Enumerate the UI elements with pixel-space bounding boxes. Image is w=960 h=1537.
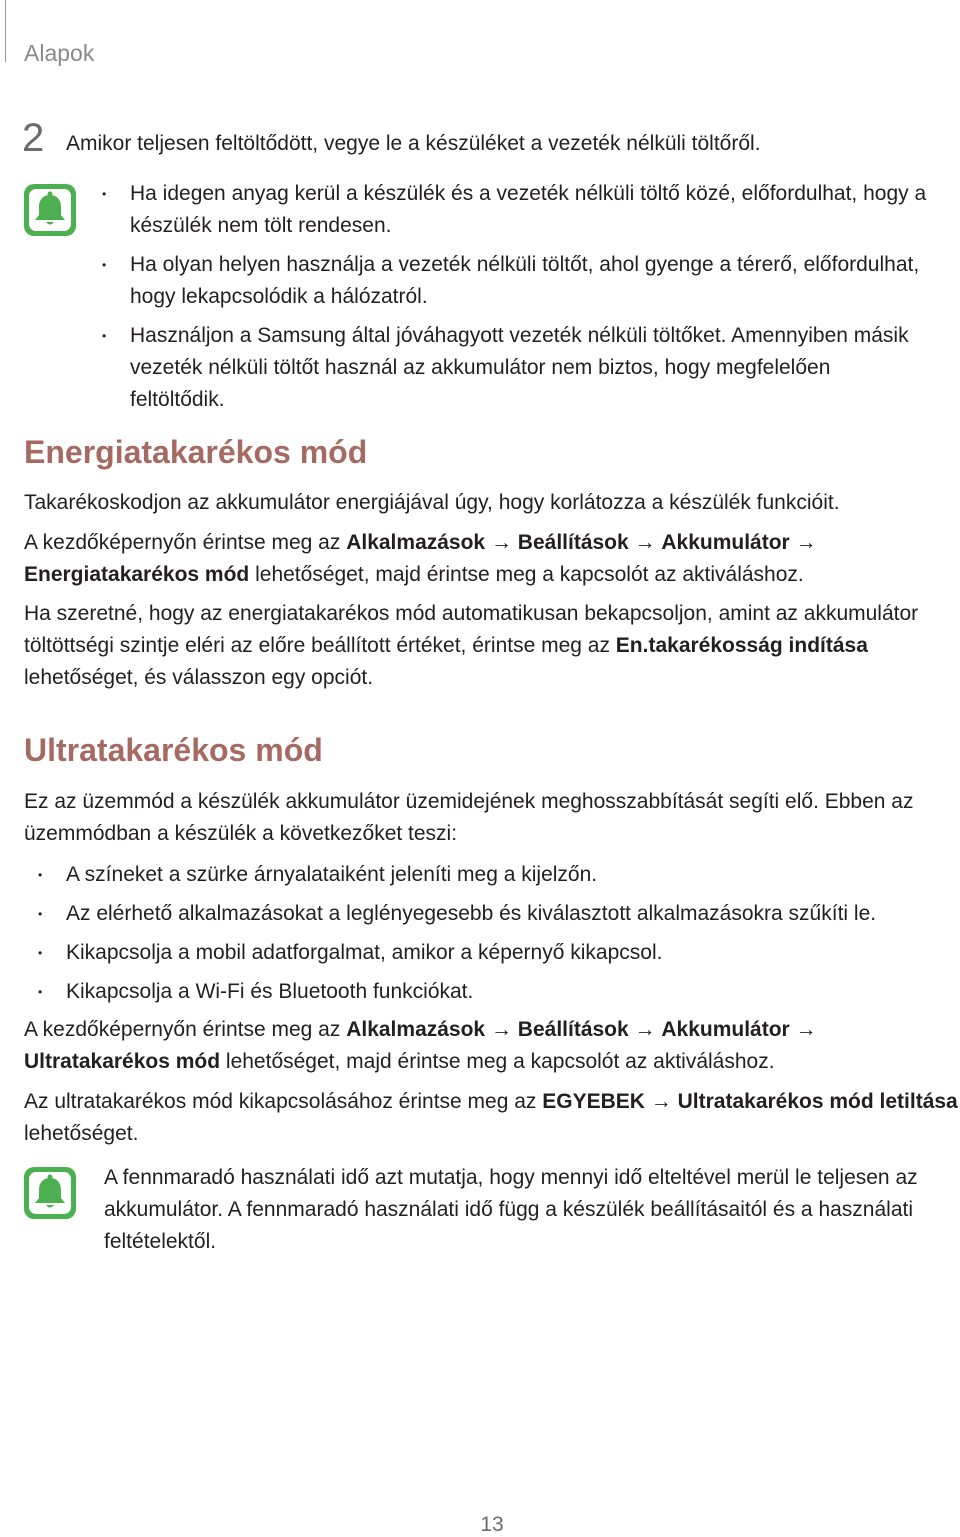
step-number: 2 <box>22 116 45 160</box>
energy-auto: Ha szeretné, hogy az energiatakarékos mód automatikusan bekapcsoljon, amint az akkumulátor töltöttségi szintje eléri az előre beállított értéket, érintse meg az En.takarékosság indítása lehetőséget, és válasszon egy opciót. <box>24 602 919 689</box>
ultra-disable: Az ultratakarékos mód kikapcsolásához érintse meg az EGYEBEK → Ultratakarékos mód letiltása lehetőséget. <box>24 1090 958 1145</box>
page-number: 13 <box>480 1513 504 1536</box>
margin-line <box>5 0 6 62</box>
energy-instructions: A kezdőképernyőn érintse meg az Alkalmazások → Beállítások → Akkumulátor → Energiatakarékos mód lehetőséget, majd érintse meg a kapcsolót az aktiváláshoz. <box>24 531 817 586</box>
note2-text: A fennmaradó használati idő azt mutatja, hogy mennyi idő elteltével merül le teljesen az akkumulátor. A fennmaradó használati idő függ a készülék beállításaitól és a használati feltételektől. <box>104 1166 918 1253</box>
bell-icon <box>24 1167 76 1219</box>
ultra-instructions: A kezdőképernyőn érintse meg az Alkalmazások → Beállítások → Akkumulátor → Ultratakarékos mód lehetőséget, majd érintse meg a kapcsolót az aktiváláshoz. <box>24 1018 817 1073</box>
list-item: • Kikapcsolja a Wi-Fi és Bluetooth funkciókat. <box>66 976 946 1008</box>
ultra-intro: Ez az üzemmód a készülék akkumulátor üzemidejének meghosszabbítását segíti elő. Ebben az üzemmódban a készülék a következőket teszi: <box>24 790 914 845</box>
ultra-list <box>66 859 946 1015</box>
step-text: Amikor teljesen feltöltődött, vegye le a készüléket a vezeték nélküli töltőről. <box>66 132 761 155</box>
energy-intro: Takarékoskodjon az akkumulátor energiájával úgy, hogy korlátozza a készülék funkcióit. <box>24 491 840 514</box>
list-item: • Használjon a Samsung által jóváhagyott vezeték nélküli töltőket. Amennyiben másik vezeték nélküli töltőt használ az akkumulátor nem biztos, hogy megfelelően feltöltődik. <box>130 320 930 416</box>
list-item: • A színeket a szürke árnyalataiként jeleníti meg a kijelzőn. <box>66 859 946 891</box>
list-item: • Kikapcsolja a mobil adatforgalmat, amikor a képernyő kikapcsol. <box>66 937 946 969</box>
section-title-ultra: Ultratakarékos mód <box>24 732 323 768</box>
section-header: Alapok <box>24 40 95 66</box>
bell-icon <box>24 184 76 236</box>
list-item: • Ha idegen anyag kerül a készülék és a vezeték nélküli töltő közé, előfordulhat, hogy a készülék nem tölt rendesen. <box>130 178 930 242</box>
section-title-energy: Energiatakarékos mód <box>24 434 368 470</box>
note1-list <box>130 178 930 423</box>
list-item: • Az elérhető alkalmazásokat a leglényegesebb és kiválasztott alkalmazásokra szűkíti le. <box>66 898 946 930</box>
list-item: • Ha olyan helyen használja a vezeték nélküli töltőt, ahol gyenge a térerő, előfordulhat, hogy lekapcsolódik a hálózatról. <box>130 249 930 313</box>
